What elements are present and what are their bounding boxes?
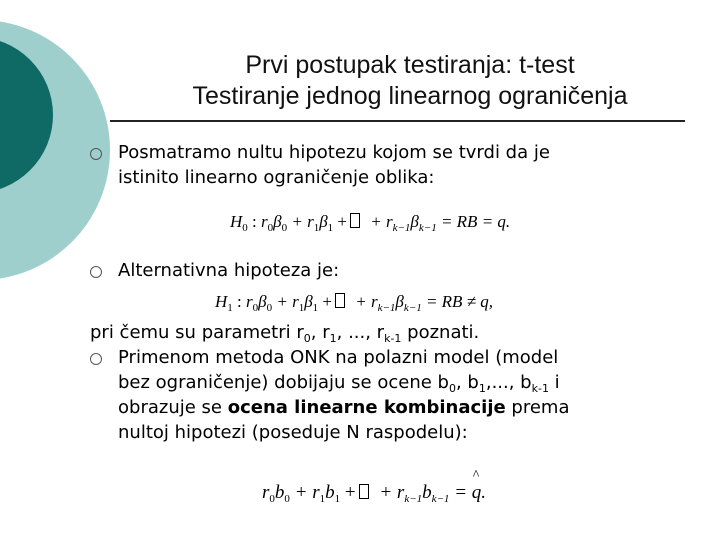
title-divider (110, 120, 685, 122)
bullet-text-line-1: Primenom metoda ONK na polazni model (model (118, 347, 559, 368)
title-line-2: Testiranje jednog linearnog ograničenja (192, 82, 628, 110)
title-line-1: Prvi postupak testiranja: t-test (245, 51, 575, 79)
formula-h1: $H_1$ : $r_0\beta_0 + r_1\beta_1$ + + $r_{k-1}\beta_{k-1}$ = RB ≠ q, (215, 292, 494, 314)
bullet-text-line-2: istinito linearno ograničenje oblika: (118, 167, 435, 188)
decor-circle-dark (0, 37, 53, 193)
placeholder-box (335, 293, 345, 308)
bullet-text-line-1: Posmatramo nultu hipotezu kojom se tvrdi da je (118, 142, 550, 163)
formula-h0: $H_0$ : $r_0\beta_0 + r_1\beta_1$ + + $r_{k-1}\beta_{k-1}$ = RB = q. (230, 212, 511, 234)
parameter-condition: pri čemu su parametri $r_0$, $r_1$, ..., $r_{k-1}$ poznati. (90, 322, 480, 345)
placeholder-box (350, 213, 360, 228)
bullet-text-line-2: bez ograničenje) dobijaju se ocene $b_0$, $b_1$,..., $b_{k-1}$ i (118, 372, 560, 395)
bullet-text-line-3: obrazuje se ocena linearne kombinacije prema (118, 397, 570, 418)
bullet-circle-icon (90, 148, 102, 160)
bullet-circle-icon (90, 353, 102, 365)
bullet-circle-icon (90, 266, 102, 278)
bullet-text-line-4: nultoj hipotezi (poseduje N raspodelu): (118, 422, 468, 443)
slide-title (90, 50, 720, 112)
placeholder-box (359, 484, 369, 499)
bullet-text: Alternativna hipoteza je: (118, 260, 340, 281)
formula-estimate: $r_0b_0 + r_1b_1$ + + $r_{k-1}b_{k-1} = q$ ^ . (262, 468, 487, 505)
